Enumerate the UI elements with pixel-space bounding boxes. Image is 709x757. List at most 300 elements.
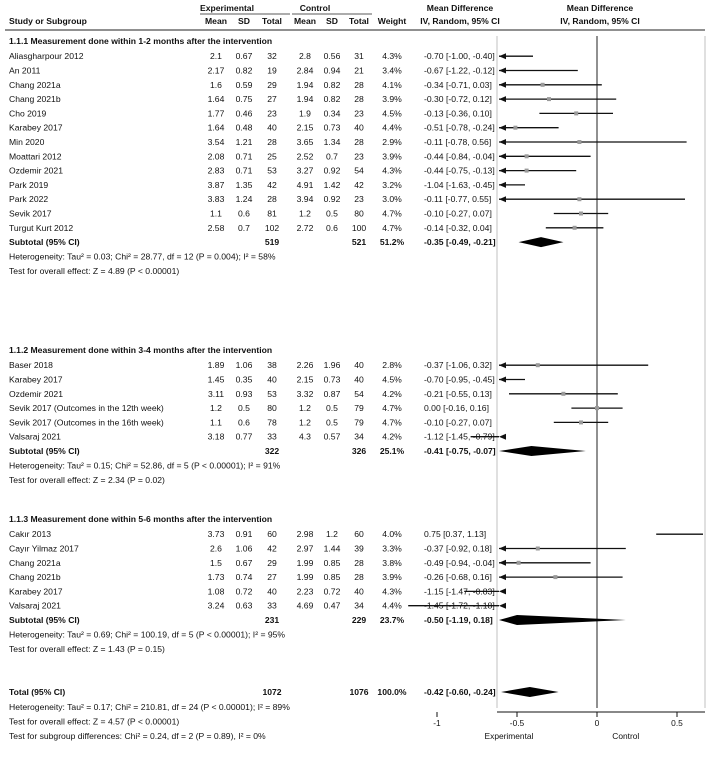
subgroup-1-study-5-point — [574, 111, 578, 115]
subgroup-1-study-6-exp-sd: 0.48 — [235, 122, 253, 133]
subgroup-3-study-4-point — [553, 575, 557, 579]
subgroup-2-study-5-ctl-sd: 0.5 — [326, 417, 338, 428]
subgroup-3-study-5-ctl-mean: 2.23 — [296, 586, 314, 597]
subgroup-1-study-3-ctl-total: 28 — [354, 79, 364, 90]
subgroup-1-study-3-point — [541, 83, 545, 87]
subgroup-3-study-1-weight: 4.0% — [382, 529, 402, 540]
subgroup-1-study-13-point — [573, 226, 577, 230]
x-tick-label-3: 0 — [594, 718, 600, 728]
subgroup-3-subtotal-exp-total: 231 — [264, 615, 280, 625]
subgroup-3-study-2-point — [536, 547, 540, 551]
subgroup-3-study-2-ctl-total: 39 — [354, 543, 364, 554]
subgroup-1-study-4-exp-sd: 0.75 — [235, 94, 253, 105]
subgroup-3-study-6-exp-total: 33 — [267, 600, 277, 611]
subgroup-1-study-8-ci-arrow — [499, 153, 506, 159]
subgroup-2-study-3-ci: -0.21 [-0.55, 0.13] — [424, 388, 492, 399]
header-weight: Weight — [377, 16, 407, 26]
subgroup-2-study-2-ci-arrow — [499, 377, 506, 383]
subgroup-1-study-2-exp-mean: 2.17 — [207, 65, 225, 76]
subgroup-1-study-10-exp-sd: 1.35 — [235, 179, 253, 190]
subgroup-1-study-13-ctl-total: 100 — [351, 222, 367, 233]
subgroup-3-study-2-exp-sd: 1.06 — [235, 543, 253, 554]
subgroup-3-study-4-exp-sd: 0.74 — [235, 572, 253, 583]
subgroup-3-study-4-weight: 3.9% — [382, 572, 402, 583]
subgroup-1-study-6-ci-arrow — [499, 125, 506, 131]
subgroup-2-subtotal-weight: 25.1% — [379, 446, 405, 456]
subgroup-3-study-3-exp-total: 29 — [267, 557, 277, 568]
header-md-text: Mean Difference — [426, 3, 494, 13]
subgroup-2-study-2-ctl-total: 40 — [354, 374, 364, 385]
subgroup-1-study-8-ctl-total: 23 — [354, 151, 364, 162]
subgroup-1-study-13-exp-mean: 2.58 — [207, 222, 225, 233]
subgroup-1-study-4-exp-total: 27 — [267, 94, 277, 105]
subgroup-1-study-1-exp-total: 32 — [267, 51, 277, 62]
subgroup-1-study-5-ctl-sd: 0.34 — [323, 108, 341, 119]
subgroup-1-study-8-exp-total: 25 — [267, 151, 277, 162]
subgroup-1-study-5-exp-sd: 0.46 — [235, 108, 253, 119]
subgroup-1-study-9-ci: -0.44 [-0.75, -0.13] — [424, 165, 495, 176]
subgroup-2-study-1-ci: -0.37 [-1.06, 0.32] — [424, 360, 492, 371]
subgroup-3-study-5-ctl-total: 40 — [354, 586, 364, 597]
subgroup-1-title: 1.1.1 Measurement done within 1-2 months after the intervention — [9, 36, 273, 46]
subgroup-2-study-2-exp-sd: 0.35 — [235, 374, 253, 385]
subgroup-1-study-13-weight: 4.7% — [382, 222, 402, 233]
subgroup-3-study-5-exp-mean: 1.08 — [207, 586, 225, 597]
subgroup-1-study-2-ctl-mean: 2.84 — [296, 65, 314, 76]
subgroup-1-study-2-ctl-total: 21 — [354, 65, 364, 76]
subgroup-3-study-4-ctl-total: 28 — [354, 572, 364, 583]
subgroup-1-study-6-ctl-total: 40 — [354, 122, 364, 133]
subgroup-1-heterogeneity: Heterogeneity: Tau² = 0.03; Chi² = 28.77, df = 12 (P = 0.004); I² = 58% — [9, 251, 276, 262]
total-ci: -0.42 [-0.60, -0.24] — [424, 687, 496, 697]
total-label: Total (95% CI) — [9, 687, 66, 697]
subgroup-1-study-1-weight: 4.3% — [382, 51, 402, 62]
subgroup-1-study-10-ctl-sd: 1.42 — [323, 179, 341, 190]
subgroup-1-study-1-exp-mean: 2.1 — [210, 51, 222, 62]
subgroup-1-study-2-ci: -0.67 [-1.22, -0.12] — [424, 65, 495, 76]
subgroup-3-overall-effect: Test for overall effect: Z = 1.43 (P = 0.15) — [9, 644, 165, 654]
subgroup-1-study-5-ci: -0.13 [-0.36, 0.10] — [424, 108, 492, 119]
subgroup-1-study-1-exp-sd: 0.67 — [235, 51, 253, 62]
subgroup-1-study-10-ci-arrow — [499, 182, 506, 188]
subgroup-3-study-4-exp-total: 27 — [267, 572, 277, 583]
subgroup-2-study-5-weight: 4.7% — [382, 417, 402, 428]
subgroup-1-study-10-weight: 3.2% — [382, 179, 402, 190]
subgroup-1-study-2-name: An 2011 — [9, 65, 41, 76]
subgroup-1-study-12-ctl-total: 80 — [354, 208, 364, 219]
subgroup-3-study-4-exp-mean: 1.73 — [207, 572, 225, 583]
subgroup-2-overall-effect: Test for overall effect: Z = 2.34 (P = 0.02) — [9, 475, 165, 485]
subgroup-1-study-10-ctl-total: 42 — [354, 179, 364, 190]
total-weight: 100.0% — [377, 687, 407, 697]
subgroup-1-study-10-exp-total: 42 — [267, 179, 277, 190]
subgroup-2-study-1-ctl-total: 40 — [354, 360, 364, 371]
subgroup-1-study-12-exp-mean: 1.1 — [210, 208, 222, 219]
header-md-method-graph: IV, Random, 95% CI — [560, 16, 640, 26]
subgroup-1-study-3-exp-total: 29 — [267, 79, 277, 90]
subgroup-3-study-1-name: Cakır 2013 — [9, 529, 52, 540]
subgroup-2-study-3-ctl-mean: 3.32 — [296, 388, 314, 399]
subgroup-3-study-5-ctl-sd: 0.72 — [323, 586, 341, 597]
subgroup-1-study-9-exp-mean: 2.83 — [207, 165, 225, 176]
subgroup-2-study-2-exp-total: 40 — [267, 374, 277, 385]
subgroup-3-study-3-exp-mean: 1.5 — [210, 557, 222, 568]
total-ctl-total: 1076 — [349, 687, 369, 697]
subgroup-3-study-3-point — [517, 561, 521, 565]
subgroup-1-study-4-ci: -0.30 [-0.72, 0.12] — [424, 94, 492, 105]
subgroup-1-study-11-ctl-sd: 0.92 — [323, 194, 341, 205]
subgroup-1-study-3-exp-sd: 0.59 — [235, 79, 253, 90]
subgroup-3-study-4-ctl-sd: 0.85 — [323, 572, 341, 583]
subgroup-1-study-9-weight: 4.3% — [382, 165, 402, 176]
subgroup-2-study-4-point — [595, 406, 599, 410]
subgroup-3-study-1-ctl-mean: 2.98 — [296, 529, 314, 540]
subgroup-1-study-7-ctl-mean: 3.65 — [296, 137, 314, 147]
subgroup-2-study-6-ctl-sd: 0.57 — [323, 431, 341, 442]
subgroup-2-study-4-name: Sevik 2017 (Outcomes in the 12th week) — [9, 403, 164, 414]
subgroup-2-study-6-exp-mean: 3.18 — [207, 431, 225, 442]
subgroup-1-study-1-ci: -0.70 [-1.00, -0.40] — [424, 51, 495, 62]
subgroup-2-study-2-ctl-sd: 0.73 — [323, 374, 341, 385]
subgroup-3-heterogeneity: Heterogeneity: Tau² = 0.69; Chi² = 100.19, df = 5 (P < 0.00001); I² = 95% — [9, 629, 286, 640]
subgroup-1-study-11-exp-sd: 1.24 — [235, 194, 253, 205]
subgroup-3-study-3-ctl-sd: 0.85 — [323, 557, 341, 568]
subgroup-1-study-6-point — [513, 126, 517, 130]
subgroup-1-study-3-ci-arrow — [499, 82, 506, 88]
subgroup-1-study-5-ctl-total: 23 — [354, 108, 364, 119]
subgroup-1-study-12-ci: -0.10 [-0.27, 0.07] — [424, 208, 492, 219]
subgroup-3-study-5-exp-total: 40 — [267, 586, 277, 597]
subgroup-1-study-4-point — [547, 97, 551, 101]
subgroup-3-study-3-ctl-mean: 1.99 — [296, 557, 314, 568]
subgroup-2-subtotal-ctl-total: 326 — [351, 446, 367, 456]
subgroup-2-study-6-exp-total: 33 — [267, 431, 277, 442]
subgroup-1-study-10-name: Park 2019 — [9, 179, 49, 190]
subgroup-1-study-8-point — [525, 154, 529, 158]
subgroup-2-study-6-name: Valsaraj 2021 — [9, 431, 61, 442]
subgroup-3-study-2-name: Cayır Yilmaz 2017 — [9, 543, 79, 554]
subgroup-1-study-2-ctl-sd: 0.94 — [323, 65, 341, 76]
subgroup-2-study-4-ctl-sd: 0.5 — [326, 403, 338, 414]
subgroup-1-study-1-ci-arrow — [499, 53, 506, 59]
subgroup-1-study-9-exp-sd: 0.71 — [235, 165, 253, 176]
subgroup-3-study-5-ci-arrow — [499, 588, 506, 594]
subgroup-1-study-11-ci-arrow — [499, 196, 506, 202]
subgroup-2-study-1-weight: 2.8% — [382, 360, 402, 371]
header-exp-mean: Mean — [205, 16, 227, 26]
header-exp-sd: SD — [238, 16, 250, 26]
subgroup-1-study-7-ctl-total: 28 — [354, 137, 364, 147]
subgroup-1-study-11-ctl-mean: 3.94 — [296, 194, 314, 205]
subgroup-3-title: 1.1.3 Measurement done within 5-6 months after the intervention — [9, 514, 273, 524]
subgroup-3-study-6-weight: 4.4% — [382, 600, 402, 611]
subgroup-1-study-13-exp-sd: 0.7 — [238, 222, 250, 233]
subgroup-2-study-1-ci-arrow — [499, 362, 506, 368]
subgroup-2-study-4-ctl-mean: 1.2 — [299, 403, 311, 414]
subgroup-3-study-6-ctl-sd: 0.47 — [323, 600, 341, 611]
header-exp-total: Total — [262, 16, 282, 26]
subgroup-1-study-10-ci: -1.04 [-1.63, -0.45] — [424, 179, 495, 190]
subgroup-2-study-3-exp-mean: 3.11 — [207, 388, 225, 399]
subgroup-2-study-6-ctl-mean: 4.3 — [299, 431, 311, 442]
subgroup-2-study-3-weight: 4.2% — [382, 388, 402, 399]
subgroup-1-study-9-exp-total: 53 — [267, 165, 277, 176]
subgroup-2-study-5-point — [579, 420, 583, 424]
subgroup-2-subtotal-ci: -0.41 [-0.75, -0.07] — [424, 446, 496, 456]
subgroup-1-subtotal-exp-total: 519 — [264, 237, 280, 248]
subgroup-3-study-6-ci: -1.45 [-1.72, -1.18] — [424, 600, 495, 611]
subgroup-2-study-6-ci: -1.12 [-1.45, -0.79] — [424, 431, 495, 442]
subgroup-2-study-5-exp-sd: 0.6 — [238, 417, 250, 428]
subgroup-2-study-1-ctl-sd: 1.96 — [323, 360, 341, 371]
subgroup-1-study-9-ci-arrow — [499, 168, 506, 174]
subgroup-2-study-5-name: Sevik 2017 (Outcomes in the 16th week) — [9, 417, 164, 428]
subgroup-1-study-1-name: Aliasgharpour 2012 — [9, 51, 84, 62]
subgroup-1-study-3-ctl-mean: 1.94 — [296, 79, 314, 90]
subgroup-2-study-3-point — [561, 392, 565, 396]
subgroup-1-study-9-name: Ozdemir 2021 — [9, 165, 63, 176]
footer-line-1: Heterogeneity: Tau² = 0.17; Chi² = 210.81, df = 24 (P < 0.00001); I² = 89% — [9, 702, 290, 712]
footer-line-3: Test for subgroup differences: Chi² = 0.24, df = 2 (P = 0.89), I² = 0% — [9, 731, 266, 741]
subgroup-3-study-1-ci: 0.75 [0.37, 1.13] — [424, 529, 487, 540]
subgroup-3-study-1-exp-total: 60 — [267, 529, 277, 540]
subgroup-2-subtotal-exp-total: 322 — [264, 446, 280, 456]
subgroup-1-study-9-ctl-sd: 0.92 — [323, 165, 341, 176]
subgroup-3-study-4-ci: -0.26 [-0.68, 0.16] — [424, 572, 492, 583]
header-md-graph: Mean Difference — [566, 3, 634, 13]
subgroup-3-study-4-ctl-mean: 1.99 — [296, 572, 314, 583]
subgroup-2-study-1-exp-total: 38 — [267, 360, 277, 371]
subgroup-3-subtotal-weight: 23.7% — [379, 615, 405, 625]
subgroup-2-study-6-weight: 4.2% — [382, 431, 402, 442]
subgroup-3-study-4-ci-arrow — [499, 574, 506, 580]
subgroup-1-study-6-ctl-mean: 2.15 — [296, 122, 314, 133]
subgroup-3-study-5-weight: 4.3% — [382, 586, 402, 597]
subgroup-1-study-6-name: Karabey 2017 — [9, 122, 63, 133]
subgroup-1-study-4-ctl-sd: 0.82 — [323, 94, 341, 105]
subgroup-1-study-12-point — [579, 212, 583, 216]
subgroup-3-study-3-exp-sd: 0.67 — [235, 557, 253, 568]
subgroup-2-study-1-point — [536, 363, 540, 367]
subgroup-2-study-5-ctl-total: 79 — [354, 417, 364, 428]
subgroup-3-subtotal-diamond — [499, 615, 626, 625]
subgroup-2-study-4-exp-sd: 0.5 — [238, 403, 250, 414]
subgroup-1-study-1-ctl-total: 31 — [354, 51, 364, 62]
subgroup-2-study-2-exp-mean: 1.45 — [207, 374, 225, 385]
subgroup-1-study-12-exp-sd: 0.6 — [238, 208, 250, 219]
subgroup-2-study-5-ctl-mean: 1.2 — [299, 417, 311, 428]
subgroup-1-study-9-point — [525, 169, 529, 173]
subgroup-2-study-4-weight: 4.7% — [382, 403, 402, 414]
header-control: Control — [299, 3, 331, 13]
subgroup-1-study-13-name: Turgut Kurt 2012 — [9, 222, 74, 233]
subgroup-1-study-5-exp-mean: 1.77 — [207, 108, 225, 119]
total-diamond — [501, 687, 559, 697]
subgroup-1-study-6-ci: -0.51 [-0.78, -0.24] — [424, 122, 495, 133]
subgroup-2-study-2-ci: -0.70 [-0.95, -0.45] — [424, 374, 495, 385]
subgroup-1-study-8-exp-sd: 0.71 — [235, 151, 253, 162]
subgroup-3-study-1-ctl-sd: 1.2 — [326, 529, 338, 540]
subgroup-3-study-6-name: Valsaraj 2021 — [9, 600, 61, 611]
subgroup-2-study-5-exp-mean: 1.1 — [210, 417, 222, 428]
subgroup-1-overall-effect: Test for overall effect: Z = 4.89 (P < 0.00001) — [9, 266, 180, 277]
header-md-method-text: IV, Random, 95% CI — [420, 16, 500, 26]
subgroup-1-study-12-exp-total: 81 — [267, 208, 277, 219]
subgroup-1-study-13-ctl-mean: 2.72 — [296, 222, 314, 233]
subgroup-3-study-3-ci-arrow — [499, 560, 506, 566]
subgroup-2-study-1-ctl-mean: 2.26 — [296, 360, 314, 371]
subgroup-1-study-3-exp-mean: 1.6 — [210, 79, 222, 90]
subgroup-3-study-2-weight: 3.3% — [382, 543, 402, 554]
subgroup-1-study-4-name: Chang 2021b — [9, 94, 61, 105]
subgroup-1-study-1-ctl-mean: 2.8 — [299, 51, 311, 62]
subgroup-3-study-5-name: Karabey 2017 — [9, 586, 63, 597]
subgroup-3-study-6-ctl-mean: 4.69 — [296, 600, 314, 611]
subgroup-3-subtotal-ctl-total: 229 — [351, 615, 367, 625]
x-tick-label-1: -1 — [433, 718, 441, 728]
subgroup-1-study-2-ci-arrow — [499, 68, 506, 74]
subgroup-1-study-9-ctl-mean: 3.27 — [296, 165, 314, 176]
subgroup-1-study-8-ctl-sd: 0.7 — [326, 151, 338, 162]
subgroup-2-subtotal-label: Subtotal (95% CI) — [9, 446, 80, 456]
header-experimental: Experimental — [200, 3, 254, 13]
header-ctl-sd: SD — [326, 16, 338, 26]
subgroup-2-study-6-ctl-total: 34 — [354, 431, 364, 442]
subgroup-1-study-12-ctl-sd: 0.5 — [326, 208, 338, 219]
subgroup-2-study-4-ci: 0.00 [-0.16, 0.16] — [424, 403, 489, 414]
subgroup-3-study-1-ctl-total: 60 — [354, 529, 364, 540]
subgroup-1-study-6-weight: 4.4% — [382, 122, 402, 133]
subgroup-3-study-4-name: Chang 2021b — [9, 572, 61, 583]
subgroup-1-study-11-exp-mean: 3.83 — [207, 194, 225, 205]
subgroup-1-study-12-ctl-mean: 1.2 — [299, 208, 311, 219]
subgroup-2-study-3-name: Ozdemir 2021 — [9, 388, 63, 399]
subgroup-3-study-1-exp-mean: 3.73 — [207, 529, 225, 540]
subgroup-3-study-2-exp-total: 42 — [267, 543, 277, 554]
subgroup-3-study-2-exp-mean: 2.6 — [210, 543, 222, 554]
subgroup-1-study-7-exp-total: 28 — [267, 137, 277, 147]
subgroup-2-study-5-ci: -0.10 [-0.27, 0.07] — [424, 417, 492, 428]
subgroup-1-study-11-exp-total: 28 — [267, 194, 277, 205]
subgroup-1-study-4-exp-mean: 1.64 — [207, 94, 225, 105]
subgroup-2-study-3-exp-total: 53 — [267, 388, 277, 399]
subgroup-2-study-5-exp-total: 78 — [267, 417, 277, 428]
subgroup-3-study-6-exp-mean: 3.24 — [207, 600, 225, 611]
subgroup-1-study-5-name: Cho 2019 — [9, 108, 47, 119]
subgroup-1-study-4-ctl-mean: 1.94 — [296, 94, 314, 105]
subgroup-3-study-2-ci: -0.37 [-0.92, 0.18] — [424, 543, 492, 554]
subgroup-3-study-6-ctl-total: 34 — [354, 600, 364, 611]
subgroup-2-heterogeneity: Heterogeneity: Tau² = 0.15; Chi² = 52.86, df = 5 (P < 0.00001); I² = 91% — [9, 460, 281, 471]
subgroup-3-study-6-ci-arrow — [499, 603, 506, 609]
subgroup-1-study-8-ctl-mean: 2.52 — [296, 151, 314, 162]
subgroup-1-study-10-ctl-mean: 4.91 — [296, 179, 314, 190]
x-tick-label-4: 0.5 — [671, 718, 683, 728]
subgroup-2-study-3-exp-sd: 0.93 — [235, 388, 253, 399]
subgroup-2-title: 1.1.2 Measurement done within 3-4 months after the intervention — [9, 345, 273, 355]
subgroup-1-study-10-exp-mean: 3.87 — [207, 179, 225, 190]
subgroup-1-study-7-ci: -0.11 [-0.78, 0.56] — [424, 137, 492, 147]
subgroup-1-study-3-ctl-sd: 0.82 — [323, 79, 341, 90]
subgroup-1-study-3-name: Chang 2021a — [9, 79, 61, 90]
header-ctl-mean: Mean — [294, 16, 316, 26]
subgroup-2-study-1-exp-sd: 1.06 — [235, 360, 253, 371]
subgroup-1-study-5-weight: 4.5% — [382, 108, 402, 119]
subgroup-1-study-7-weight: 2.9% — [382, 137, 402, 147]
subgroup-3-study-3-ci: -0.49 [-0.94, -0.04] — [424, 557, 495, 568]
subgroup-1-study-6-exp-total: 40 — [267, 122, 277, 133]
subgroup-1-study-12-weight: 4.7% — [382, 208, 402, 219]
subgroup-1-study-13-ci: -0.14 [-0.32, 0.04] — [424, 222, 492, 233]
subgroup-2-study-6-ci-arrow — [499, 434, 506, 440]
subgroup-1-study-2-exp-total: 19 — [267, 65, 277, 76]
subgroup-2-study-2-name: Karabey 2017 — [9, 374, 63, 385]
x-axis-right-label: Control — [612, 731, 640, 741]
subgroup-2-study-4-exp-total: 80 — [267, 403, 277, 414]
subgroup-1-study-8-ci: -0.44 [-0.84, -0.04] — [424, 151, 495, 162]
subgroup-1-study-8-exp-mean: 2.08 — [207, 151, 225, 162]
subgroup-1-study-8-weight: 3.9% — [382, 151, 402, 162]
subgroup-3-subtotal-label: Subtotal (95% CI) — [9, 615, 80, 625]
subgroup-3-study-3-weight: 3.8% — [382, 557, 402, 568]
subgroup-2-subtotal-diamond — [499, 446, 586, 456]
footer-line-2: Test for overall effect: Z = 4.57 (P < 0.00001) — [9, 716, 180, 727]
subgroup-1-study-2-weight: 3.4% — [382, 65, 402, 76]
subgroup-1-study-6-ctl-sd: 0.73 — [323, 122, 341, 133]
x-tick-label-2: -0.5 — [509, 718, 525, 728]
subgroup-1-study-9-ctl-total: 54 — [354, 165, 364, 176]
subgroup-1-study-3-ci: -0.34 [-0.71, 0.03] — [424, 79, 492, 90]
x-axis-left-label: Experimental — [484, 731, 534, 741]
subgroup-3-study-1-exp-sd: 0.91 — [235, 529, 253, 540]
subgroup-3-study-5-exp-sd: 0.72 — [235, 586, 253, 597]
subgroup-1-study-2-exp-sd: 0.82 — [235, 65, 253, 76]
subgroup-1-study-7-exp-mean: 3.54 — [207, 137, 225, 147]
subgroup-1-subtotal-label: Subtotal (95% CI) — [9, 237, 80, 248]
subgroup-1-study-7-ci-arrow — [499, 139, 506, 145]
subgroup-1-study-13-ctl-sd: 0.6 — [326, 222, 338, 233]
subgroup-2-study-3-ctl-total: 54 — [354, 388, 364, 399]
subgroup-2-study-1-name: Baser 2018 — [9, 360, 53, 371]
subgroup-1-subtotal-diamond — [519, 237, 564, 247]
subgroup-1-study-11-ctl-total: 23 — [354, 194, 364, 205]
header-study: Study or Subgroup — [9, 16, 87, 26]
subgroup-2-study-4-exp-mean: 1.2 — [210, 403, 222, 414]
total-exp-total: 1072 — [262, 687, 282, 697]
subgroup-1-study-6-exp-mean: 1.64 — [207, 122, 225, 133]
subgroup-1-study-4-weight: 3.9% — [382, 94, 402, 105]
subgroup-1-study-13-exp-total: 102 — [264, 222, 280, 233]
subgroup-1-study-11-weight: 3.0% — [382, 194, 402, 205]
subgroup-3-study-2-ci-arrow — [499, 546, 506, 552]
subgroup-1-study-8-name: Moattari 2012 — [9, 151, 62, 162]
subgroup-3-study-3-ctl-total: 28 — [354, 557, 364, 568]
subgroup-1-study-1-ctl-sd: 0.56 — [323, 51, 341, 62]
subgroup-1-study-7-ctl-sd: 1.34 — [323, 137, 341, 147]
subgroup-3-study-3-name: Chang 2021a — [9, 557, 61, 568]
subgroup-1-study-5-ctl-mean: 1.9 — [299, 108, 311, 119]
subgroup-2-study-1-exp-mean: 1.89 — [207, 360, 225, 371]
subgroup-3-study-6-exp-sd: 0.63 — [235, 600, 253, 611]
subgroup-2-study-6-exp-sd: 0.77 — [235, 431, 253, 442]
subgroup-3-study-2-ctl-mean: 2.97 — [296, 543, 314, 554]
subgroup-1-study-7-point — [577, 140, 581, 144]
subgroup-1-study-4-ctl-total: 28 — [354, 94, 364, 105]
subgroup-2-study-4-ctl-total: 79 — [354, 403, 364, 414]
subgroup-3-study-5-ci: -1.15 [-1.47, -0.83] — [424, 586, 495, 597]
subgroup-2-study-2-weight: 4.5% — [382, 374, 402, 385]
subgroup-2-study-2-ctl-mean: 2.15 — [296, 374, 314, 385]
